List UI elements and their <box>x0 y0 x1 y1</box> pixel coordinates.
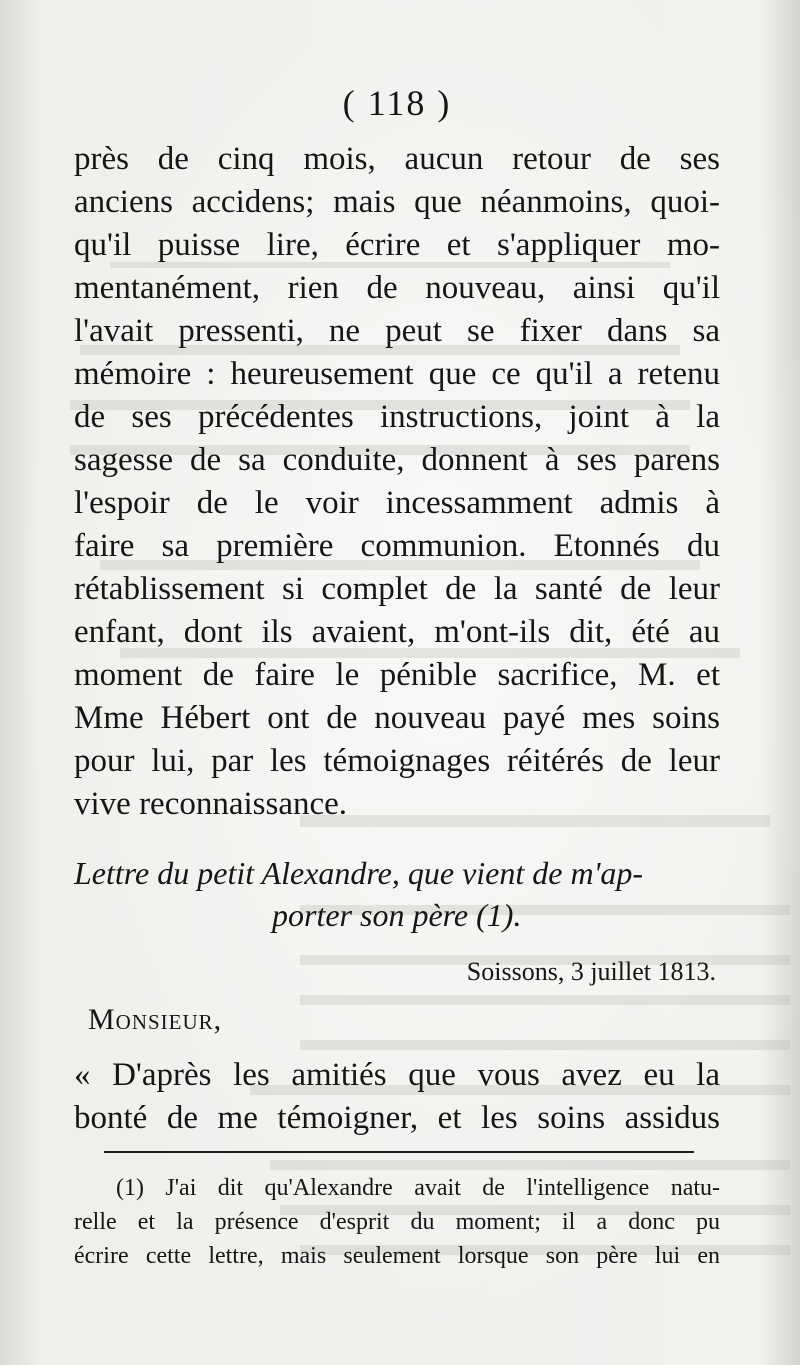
page-number: ( 118 ) <box>342 83 452 123</box>
text-line: bonté de me témoigner, et les soins assidus <box>74 1100 720 1136</box>
footnote-rule <box>104 1151 694 1153</box>
text-line: moment de faire le pénible sacrifice, M. et <box>74 657 720 693</box>
text-line: sagesse de sa conduite, donnent à ses parens <box>74 442 720 478</box>
text-line: l'avait pressenti, ne peut se fixer dans sa <box>74 313 720 349</box>
text-line: vive reconnaissance. <box>74 786 348 822</box>
footnote-line: relle et la présence d'esprit du moment; il a donc pu <box>74 1209 720 1235</box>
text-line: Mme Hébert ont de nouveau payé mes soins <box>74 700 720 736</box>
text-line: rétablissement si complet de la santé de leur <box>74 571 720 607</box>
text-line: faire sa première communion. Etonnés du <box>74 528 720 564</box>
footnote-line: (1) J'ai dit qu'Alexandre avait de l'intelligence natu- <box>116 1175 720 1201</box>
text-line: anciens accidens; mais que néanmoins, quoi- <box>74 184 720 220</box>
text-line: mentanément, rien de nouveau, ainsi qu'il <box>74 270 720 306</box>
text-line: de ses précédentes instructions, joint à la <box>74 399 720 435</box>
letter-heading: Lettre du petit Alexandre, que vient de m'ap- <box>74 855 644 891</box>
text-line: enfant, dont ils avaient, m'ont-ils dit, été au <box>74 614 720 650</box>
text-line: l'espoir de le voir incessamment admis à <box>74 485 720 521</box>
text-line: « D'après les amitiés que vous avez eu la <box>74 1057 720 1093</box>
letter-salutation: Monsieur, <box>88 1003 223 1036</box>
text-line: pour lui, par les témoignages réitérés de leur <box>74 743 720 779</box>
text-line: mémoire : heureusement que ce qu'il a retenu <box>74 356 720 392</box>
footnote-line: écrire cette lettre, mais seulement lorsque son père lui en <box>74 1243 720 1269</box>
letter-dateline: Soissons, 3 juillet 1813. <box>466 957 716 986</box>
text-line: qu'il puisse lire, écrire et s'appliquer mo- <box>74 227 720 263</box>
letter-heading-continued: porter son père (1). <box>272 897 522 933</box>
text-line: près de cinq mois, aucun retour de ses <box>74 141 720 177</box>
